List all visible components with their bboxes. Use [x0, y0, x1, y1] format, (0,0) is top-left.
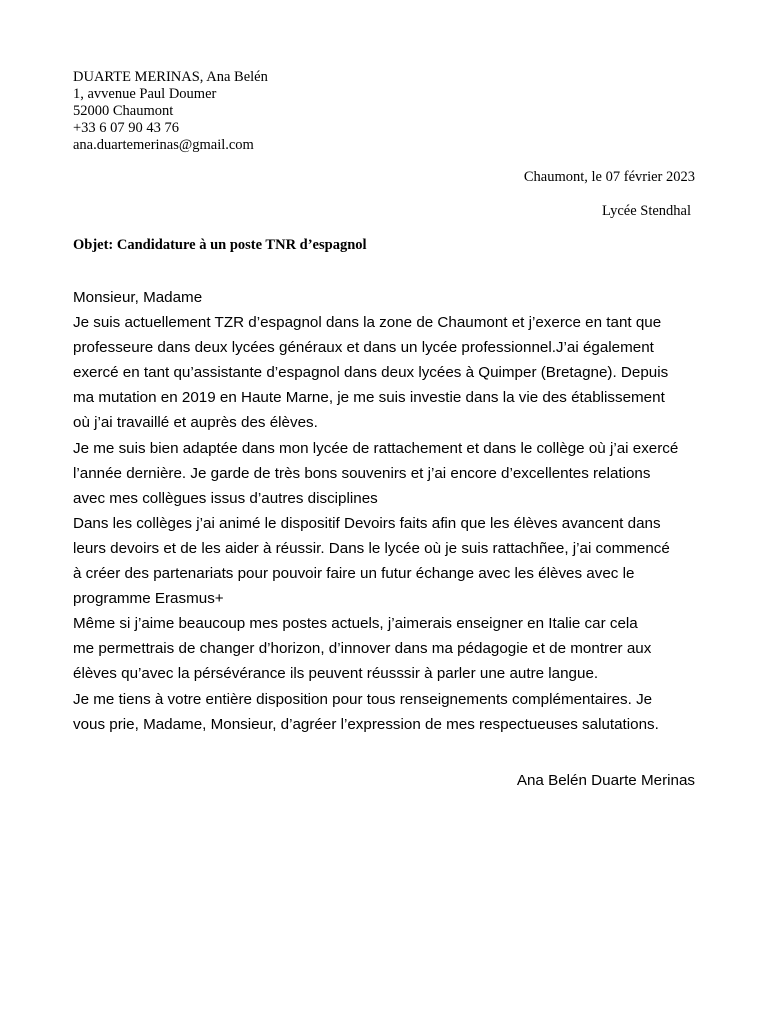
- sender-block: [73, 69, 268, 154]
- body-line: où j’ai travaillé et auprès des élèves.: [73, 414, 318, 432]
- body-line: Monsieur, Madame: [73, 289, 203, 306]
- body-line: Je suis actuellement TZR d’espagnol dans la zone de Chaumont et j’exerce en tant que: [73, 314, 662, 332]
- sender-city: 52000 Chaumont: [73, 103, 174, 119]
- body-line: exercé en tant qu’assistante d’espagnol dans deux lycées à Quimper (Bretagne). Depuis: [73, 364, 669, 382]
- body-line: Même si j’aime beaucoup mes postes actuels, j’aimerais enseigner en Italie car cela: [73, 615, 638, 633]
- subject-line: Objet: Candidature à un poste TNR d’espagnol: [73, 237, 367, 253]
- body-line: vous prie, Madame, Monsieur, d’agréer l’expression de mes respectueuses salutations.: [73, 715, 659, 733]
- body-line: leurs devoirs et de les aider à réussir. Dans le lycée où je suis rattachñee, j’ai commencé: [73, 539, 670, 557]
- sender-phone: +33 6 07 90 43 76: [73, 120, 180, 136]
- sender-street: 1, avvenue Paul Doumer: [73, 86, 217, 102]
- body-line: ma mutation en 2019 en Haute Marne, je me suis investie dans la vie des établissement: [73, 389, 665, 407]
- body-line: l’année dernière. Je garde de très bons souvenirs et j’ai encore d’excellentes relations: [73, 464, 651, 482]
- sender-name: DUARTE MERINAS, Ana Belén: [73, 69, 268, 85]
- body-line: professeure dans deux lycées généraux et dans un lycée professionnel.J’ai également: [73, 339, 654, 357]
- date-line: Chaumont, le 07 février 2023: [523, 169, 695, 185]
- letter-body: [73, 285, 698, 737]
- body-line: avec mes collègues issus d’autres disciplines: [73, 489, 378, 507]
- signature: Ana Belén Duarte Merinas: [516, 772, 695, 789]
- body-line: Je me suis bien adaptée dans mon lycée de rattachement et dans le collège où j’ai exercé: [73, 439, 679, 457]
- body-line: Je me tiens à votre entière disposition pour tous renseignements complémentaires. Je: [73, 690, 653, 708]
- sender-email: ana.duartemerinas@gmail.com: [73, 137, 254, 153]
- body-line: me permettrais de changer d’horizon, d’innover dans ma pédagogie et de montrer aux: [73, 640, 652, 658]
- body-line: élèves qu’avec la pérsévérance ils peuvent réusssir à parler une autre langue.: [73, 665, 599, 683]
- body-line: programme Erasmus+: [73, 590, 224, 608]
- body-line: à créer des partenariats pour pouvoir faire un futur échange avec les élèves avec le: [73, 565, 635, 583]
- recipient: Lycée Stendhal: [602, 203, 691, 219]
- body-line: Dans les collèges j’ai animé le dispositif Devoirs faits afin que les élèves avancent dans: [73, 514, 661, 532]
